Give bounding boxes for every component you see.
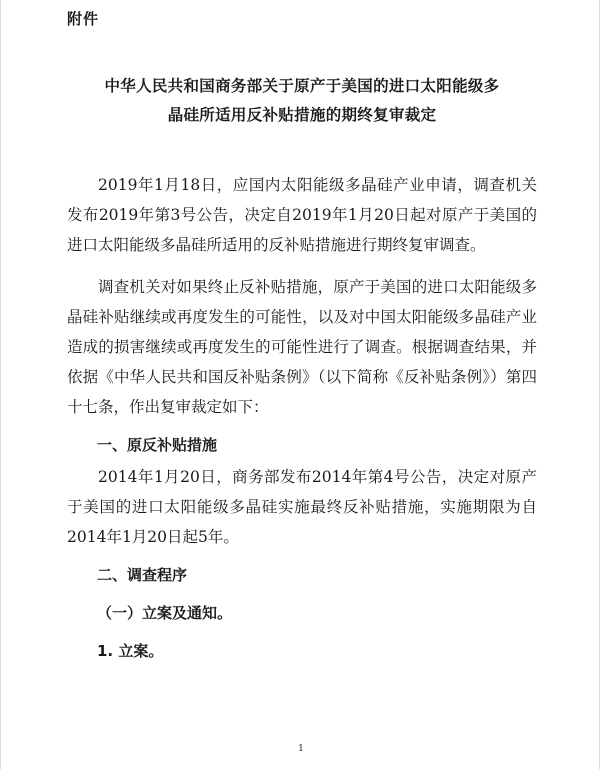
page-number: 1 — [298, 744, 304, 754]
subsection-heading-1: （一）立案及通知。 — [97, 604, 233, 622]
section-1-paragraph: 2014年1月20日，商务部发布2014年第4号公告，决定对原产于美国的进口太阳能级多晶硅实施最终反补贴措施，实施期限为自2014年1月20日起5年。 — [67, 468, 537, 546]
attachment-label: 附件 — [67, 10, 100, 28]
section-heading-1: 一、原反补贴措施 — [97, 436, 218, 454]
document-body — [67, 170, 537, 666]
section-heading-2: 二、调查程序 — [97, 566, 188, 584]
body-paragraph-2: 调查机关对如果终止反补贴措施，原产于美国的进口太阳能级多晶硅补贴继续或再度发生的可能性，以及对中国太阳能级多晶硅产业造成的损害继续或再度发生的可能性进行了调查。根据调查结果，并依据《中华人民共和国反补贴条例》（以下简称《反补贴条例》）第四十七条，作出复审裁定如下： — [67, 278, 537, 416]
title-line-2: 晶硅所适用反补贴措施的期终复审裁定 — [167, 106, 437, 124]
document-title — [67, 72, 537, 130]
body-paragraph-1: 2019年1月18日，应国内太阳能级多晶硅产业申请，调查机关发布2019年第3号公告，决定自2019年1月20日起对原产于美国的进口太阳能级多晶硅所适用的反补贴措施进行期终复审调查。 — [67, 176, 537, 254]
item-heading-1: 1. 立案。 — [97, 642, 164, 660]
title-line-1: 中华人民共和国商务部关于原产于美国的进口太阳能级多 — [104, 77, 500, 95]
